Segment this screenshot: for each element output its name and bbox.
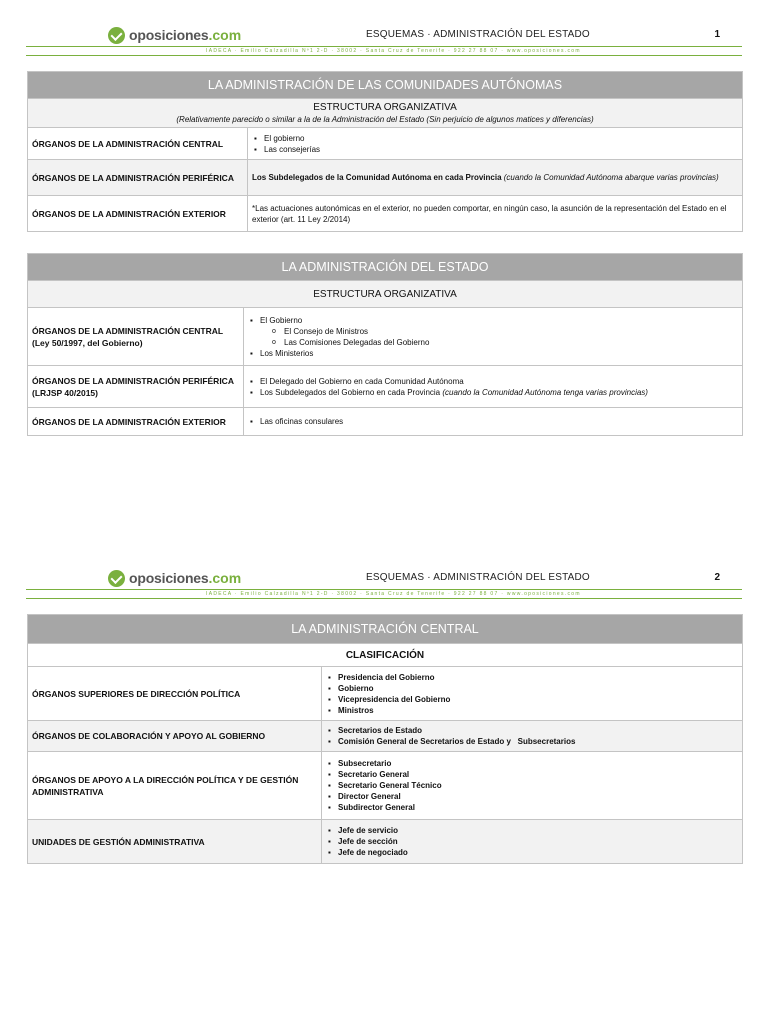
row-label: ÓRGANOS DE LA ADMINISTRACIÓN CENTRAL (Ley 50/1997, del Gobierno) xyxy=(28,308,244,366)
section-subtitle: ESTRUCTURA ORGANIZATIVA xyxy=(28,281,743,308)
brand-logo xyxy=(108,568,241,588)
list-item: ▪ El Gobierno o El Consejo de Ministros o Las Comisiones Delegadas del Gobierno xyxy=(260,315,738,348)
list-item: ▪ Secretario General Técnico xyxy=(338,780,738,791)
list-item: ▪ Los Subdelegados del Gobierno en cada Provincia (cuando la Comunidad Autónoma tenga varias provincias) xyxy=(260,387,738,398)
section-title: LA ADMINISTRACIÓN DEL ESTADO xyxy=(28,254,743,281)
row-value xyxy=(322,820,743,864)
divider xyxy=(26,46,742,47)
page-number: 2 xyxy=(714,572,720,583)
row-label: ÓRGANOS DE COLABORACIÓN Y APOYO AL GOBIERNO xyxy=(28,721,322,752)
section-title: LA ADMINISTRACIÓN CENTRAL xyxy=(28,615,743,644)
address-line: IADECA · Emilio Calzadilla Nº1 2-D · 38002 · Santa Cruz de Tenerife · 922 27 88 07 · www.oposiciones.com xyxy=(206,48,581,54)
list-item: ▪ Subsecretario xyxy=(338,758,738,769)
row-value xyxy=(244,308,743,366)
row-label: ÓRGANOS DE APOYO A LA DIRECCIÓN POLÍTICA Y DE GESTIÓN ADMINISTRATIVA xyxy=(28,752,322,820)
list-item: ▪ El Delegado del Gobierno en cada Comunidad Autónoma xyxy=(260,376,738,387)
divider xyxy=(26,589,742,590)
row-label: ÓRGANOS DE LA ADMINISTRACIÓN EXTERIOR xyxy=(28,408,244,436)
row-label: UNIDADES DE GESTIÓN ADMINISTRATIVA xyxy=(28,820,322,864)
row-label: ÓRGANOS DE LA ADMINISTRACIÓN PERIFÉRICA xyxy=(28,160,248,196)
sub-list-item: o El Consejo de Ministros xyxy=(284,326,738,337)
brand-logo xyxy=(108,25,241,45)
document-title: ESQUEMAS · ADMINISTRACIÓN DEL ESTADO xyxy=(366,572,590,583)
brand-domain: .com xyxy=(208,570,242,586)
brand-name: oposiciones xyxy=(129,27,209,43)
page-number: 1 xyxy=(714,29,720,40)
list-item: ▪ Jefe de negociado xyxy=(338,847,738,858)
list-item: ▪ Ministros xyxy=(338,705,738,716)
row-value xyxy=(322,667,743,721)
section-subtitle: ESTRUCTURA ORGANIZATIVA (Relativamente parecido o similar a la de la Administración del Estado (Sin perjuicio de algunos matices y diferencias) xyxy=(28,99,743,128)
list-item: ▪ Secretario General xyxy=(338,769,738,780)
section-title: LA ADMINISTRACIÓN DE LAS COMUNIDADES AUTÓNOMAS xyxy=(28,72,743,99)
row-label: ÓRGANOS DE LA ADMINISTRACIÓN CENTRAL xyxy=(28,128,248,160)
list-item: ▪ Subdirector General xyxy=(338,802,738,813)
sub-list-item: o Las Comisiones Delegadas del Gobierno xyxy=(284,337,738,348)
row-value xyxy=(248,160,743,196)
list-item: ▪ Vicepresidencia del Gobierno xyxy=(338,694,738,705)
list-item: ▪ Los Ministerios xyxy=(260,348,738,359)
divider xyxy=(26,598,742,599)
row-text: Los Subdelegados de la Comunidad Autónoma en cada Provincia xyxy=(252,173,502,182)
list-item: ▪ Comisión General de Secretarios de Estado y Subsecretarios xyxy=(338,736,738,747)
row-value xyxy=(244,408,743,436)
row-label: ÓRGANOS DE LA ADMINISTRACIÓN PERIFÉRICA (LRJSP 40/2015) xyxy=(28,366,244,408)
address-line: IADECA · Emilio Calzadilla Nº1 2-D · 38002 · Santa Cruz de Tenerife · 922 27 88 07 · www.oposiciones.com xyxy=(206,591,581,597)
section-subtitle: CLASIFICACIÓN xyxy=(28,644,743,667)
check-icon xyxy=(108,570,125,587)
table-estado xyxy=(27,253,743,436)
list-item: ▪ Secretarios de Estado xyxy=(338,725,738,736)
row-value xyxy=(244,366,743,408)
list-item: ▪ El gobierno xyxy=(264,133,738,144)
list-item: ▪ Gobierno xyxy=(338,683,738,694)
row-note: (cuando la Comunidad Autónoma abarque varias provincias) xyxy=(503,173,719,182)
row-value xyxy=(248,128,743,160)
document-title: ESQUEMAS · ADMINISTRACIÓN DEL ESTADO xyxy=(366,29,590,40)
brand-domain: .com xyxy=(208,27,242,43)
brand-name: oposiciones xyxy=(129,570,209,586)
table-ccaa xyxy=(27,71,743,232)
list-item: ▪ Jefe de servicio xyxy=(338,825,738,836)
list-item: ▪ Presidencia del Gobierno xyxy=(338,672,738,683)
list-item: ▪ Las oficinas consulares xyxy=(260,416,738,427)
table-central xyxy=(27,614,743,864)
check-icon xyxy=(108,27,125,44)
row-label: ÓRGANOS DE LA ADMINISTRACIÓN EXTERIOR xyxy=(28,196,248,232)
list-item: ▪ Jefe de sección xyxy=(338,836,738,847)
section-note: (Relativamente parecido o similar a la de la Administración del Estado (Sin perjuicio de algunos matices y diferencias) xyxy=(176,115,594,124)
row-label: ÓRGANOS SUPERIORES DE DIRECCIÓN POLÍTICA xyxy=(28,667,322,721)
list-item: ▪ Las consejerías xyxy=(264,144,738,155)
divider xyxy=(26,55,742,56)
row-value xyxy=(322,752,743,820)
row-value: *Las actuaciones autonómicas en el exterior, no pueden comportar, en ningún caso, la asunción de la representación del Estado en el exterior (art. 11 Ley 2/2014) xyxy=(248,196,743,232)
row-value xyxy=(322,721,743,752)
list-item: ▪ Director General xyxy=(338,791,738,802)
